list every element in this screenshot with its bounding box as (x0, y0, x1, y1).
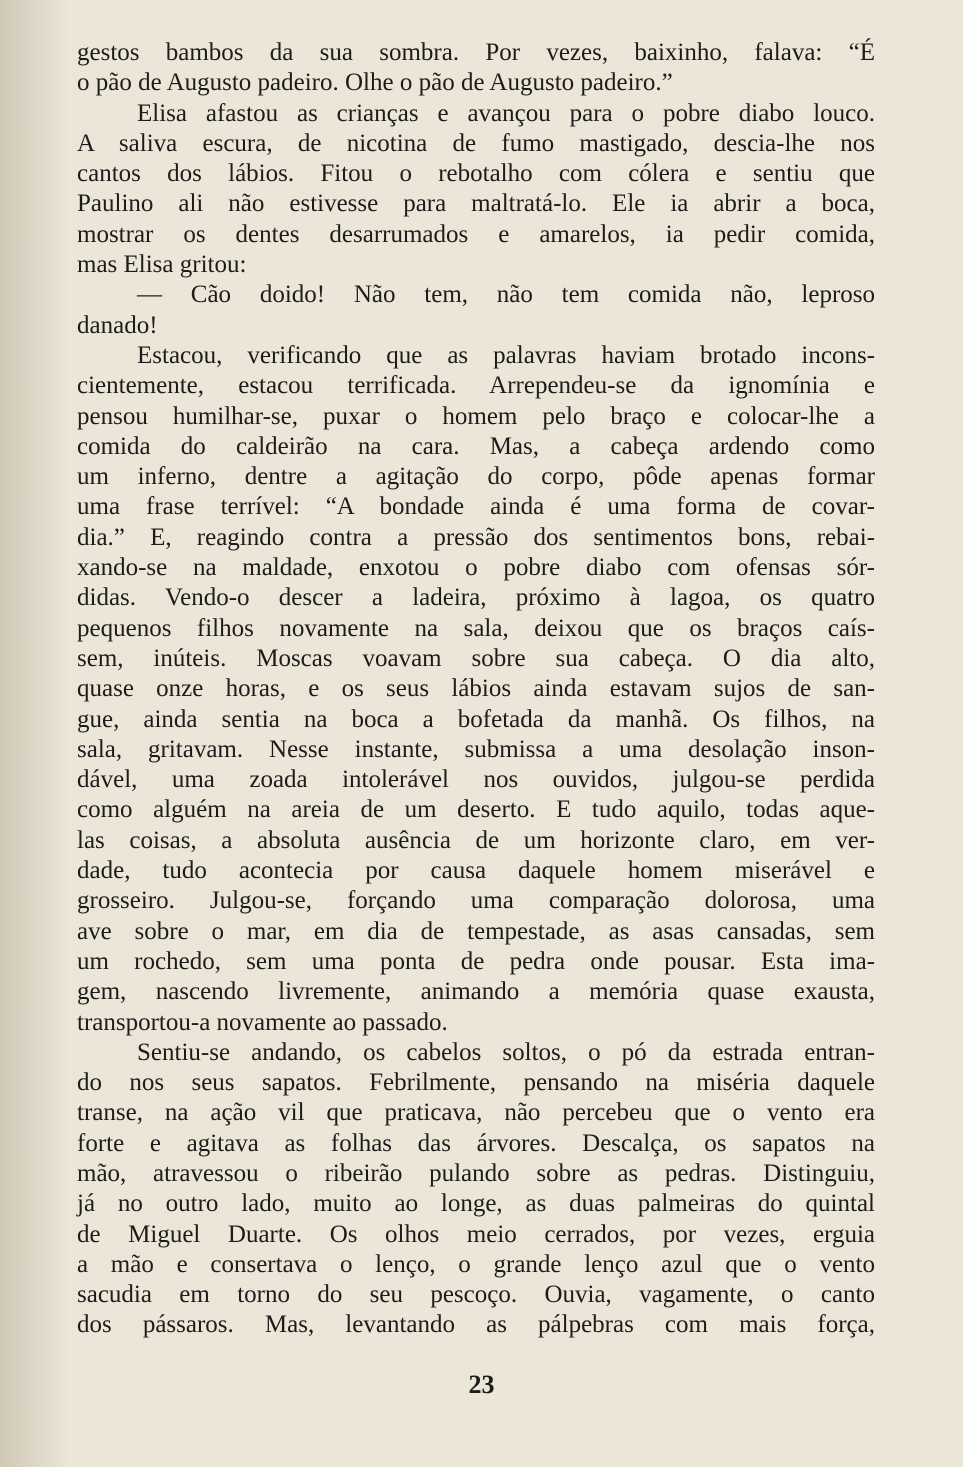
text-line: gem, nascendo livremente, animando a memória quase exausta, (77, 978, 875, 1006)
text-line: do nos seus sapatos. Febrilmente, pensando na miséria daquele (77, 1069, 875, 1097)
text-line: ave sobre o mar, em dia de tempestade, as asas cansadas, sem (77, 917, 875, 945)
text-line: gestos bambos da sua sombra. Por vezes, baixinho, falava: “É (77, 39, 875, 66)
text-line: já no outro lado, muito ao longe, as duas palmeiras do quintal (77, 1190, 875, 1218)
text-line: transe, na ação vil que praticava, não percebeu que o vento era (77, 1099, 875, 1127)
text-line: Paulino ali não estivesse para maltratá-lo. Ele ia abrir a boca, (77, 190, 875, 218)
text-line: sem, inúteis. Moscas voavam sobre sua cabeça. O dia alto, (77, 644, 875, 672)
text-line: como alguém na areia de um deserto. E tudo aquilo, todas aque- (77, 796, 875, 824)
text-line: uma frase terrível: “A bondade ainda é uma forma de covar- (77, 493, 875, 521)
text-line: grosseiro. Julgou-se, forçando uma comparação dolorosa, uma (77, 887, 875, 915)
text-line: pensou humilhar-se, puxar o homem pelo braço e colocar-lhe a (77, 402, 875, 430)
text-line: Sentiu-se andando, os cabelos soltos, o pó da estrada entran- (137, 1038, 875, 1066)
text-line: cantos dos lábios. Fitou o rebotalho com cólera e sentiu que (77, 160, 875, 188)
page-edge-shadow (0, 0, 70, 1467)
text-line: cientemente, estacou terrificada. Arrependeu-se da ignomínia e (77, 372, 875, 400)
text-line: um rochedo, sem uma ponta de pedra onde pousar. Esta ima- (77, 947, 875, 975)
text-line: comida do caldeirão na cara. Mas, a cabeça ardendo como (77, 432, 875, 460)
text-line: de Miguel Duarte. Os olhos meio cerrados, por vezes, erguia (77, 1220, 875, 1248)
text-line: dos pássaros. Mas, levantando as pálpebras com mais força, (77, 1311, 875, 1339)
text-line: mostrar os dentes desarrumados e amarelos, ia pedir comida, (77, 220, 875, 248)
text-line: forte e agitava as folhas das árvores. Descalça, os sapatos na (77, 1129, 875, 1157)
text-line: Elisa afastou as crianças e avançou para o pobre diabo louco. (137, 99, 875, 127)
text-line: las coisas, a absoluta ausência de um horizonte claro, em ver- (77, 826, 875, 854)
text-line: mão, atravessou o ribeirão pulando sobre as pedras. Distinguiu, (77, 1159, 875, 1187)
text-line: transportou-a novamente ao passado. (77, 1008, 448, 1036)
page-number: 23 (468, 1370, 495, 1399)
text-line: sala, gritavam. Nesse instante, submissa a uma desolação inson- (77, 735, 875, 763)
text-line: dia.” E, reagindo contra a pressão dos sentimentos bons, rebai- (77, 523, 875, 551)
text-line: o pão de Augusto padeiro. Olhe o pão de Augusto padeiro.” (77, 69, 673, 97)
text-line: didas. Vendo-o descer a ladeira, próximo à lagoa, os quatro (77, 584, 875, 612)
body-text (77, 38, 875, 1341)
text-line: pequenos filhos novamente na sala, deixou que os braços caís- (77, 614, 875, 642)
text-line: Estacou, verificando que as palavras haviam brotado incons- (137, 341, 875, 369)
text-line: gue, ainda sentia na boca a bofetada da manhã. Os filhos, na (77, 705, 875, 733)
text-line: mas Elisa gritou: (77, 251, 247, 279)
text-line: dável, uma zoada intolerável nos ouvidos, julgou-se perdida (77, 766, 875, 794)
text-line: sacudia em torno do seu pescoço. Ouvia, vagamente, o canto (77, 1281, 875, 1309)
text-line: A saliva escura, de nicotina de fumo mastigado, descia-lhe nos (77, 129, 875, 157)
text-line: xando-se na maldade, enxotou o pobre diabo com ofensas sór- (77, 554, 875, 582)
text-line: um inferno, dentre a agitação do corpo, pôde apenas formar (77, 463, 875, 491)
text-line: — Cão doido! Não tem, não tem comida não, leproso (137, 281, 875, 309)
text-line: a mão e consertava o lenço, o grande lenço azul que o vento (77, 1250, 875, 1278)
text-line: quase onze horas, e os seus lábios ainda estavam sujos de san- (77, 675, 875, 703)
text-line: danado! (77, 311, 158, 339)
text-line: dade, tudo acontecia por causa daquele homem miserável e (77, 857, 875, 885)
